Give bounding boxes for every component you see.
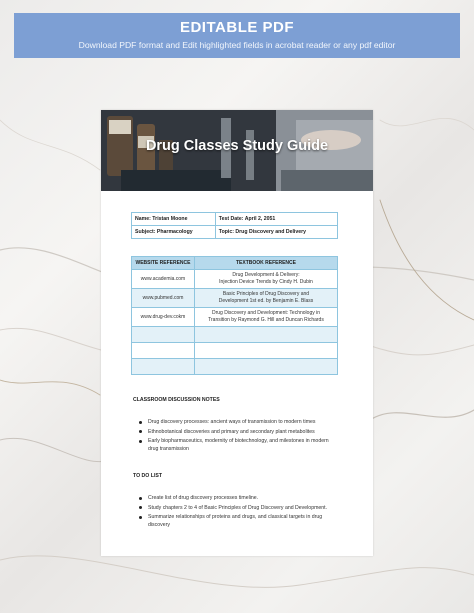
bullet-icon xyxy=(139,516,142,519)
classroom-notes-heading: CLASSROOM DISCUSSION NOTES xyxy=(133,397,220,403)
textbook-cell[interactable] xyxy=(195,270,338,289)
note-text: Drug discovery processes: ancient ways of transmission to modern times xyxy=(148,419,316,425)
website-cell[interactable]: www.academia.com xyxy=(132,270,195,289)
textbook-line: Development 1st ed. by Benjamin E. Blass xyxy=(218,298,314,304)
name-field[interactable]: Name: Tristan Moone xyxy=(132,213,216,226)
topic-field[interactable]: Topic: Drug Discovery and Delivery xyxy=(215,226,337,239)
info-table xyxy=(131,212,338,239)
reference-table xyxy=(131,256,338,375)
list-item[interactable] xyxy=(139,504,339,512)
classroom-notes-list xyxy=(139,418,339,455)
note-text: Ethnobotanical discoveries and primary and secondary plant metabolites xyxy=(148,428,315,435)
todo-text: Study chapters 2 to 4 of Basic Principles of Drug Discovery and Development. xyxy=(148,504,328,511)
textbook-cell[interactable] xyxy=(195,289,338,308)
banner-subtitle: Download PDF format and Edit highlighted fields in acrobat reader or any pdf editor xyxy=(78,40,396,50)
bullet-icon xyxy=(139,506,142,509)
website-reference-header: WEBSITE REFERENCE xyxy=(132,257,195,270)
bullet-icon xyxy=(139,440,142,443)
todo-text: Create list of drug discovery processes timeline. xyxy=(148,495,259,501)
website-cell[interactable]: www.drug-dev.cokm xyxy=(132,308,195,327)
textbook-line: Injection Device Trends by Cindy H. Dubin xyxy=(219,279,313,285)
note-text: Early biopharmaceutics, modernity of biotechnology, and milestones in modern drug transmission xyxy=(148,438,329,453)
hero-image xyxy=(101,110,373,191)
todo-text: Summarize relationships of proteins and drugs, and classical targets in drug discovery xyxy=(148,514,323,529)
list-item[interactable] xyxy=(139,494,339,502)
textbook-line: Basic Principles of Drug Discovery and xyxy=(222,291,310,297)
list-item[interactable] xyxy=(139,513,339,529)
website-cell-empty[interactable] xyxy=(132,343,195,359)
list-item[interactable] xyxy=(139,418,339,426)
website-cell-empty[interactable] xyxy=(132,359,195,375)
textbook-line: Drug Development & Delivery: xyxy=(232,272,300,278)
textbook-line: Transition by Raymond G. Hill and Duncan Richards xyxy=(208,317,324,323)
todo-heading: TO DO LIST xyxy=(133,473,163,479)
banner-title: EDITABLE PDF xyxy=(179,19,295,36)
document-page xyxy=(101,110,373,556)
textbook-cell-empty[interactable] xyxy=(195,343,338,359)
bullet-icon xyxy=(139,421,142,424)
todo-list xyxy=(139,494,339,531)
bullet-icon xyxy=(139,430,142,433)
document-title: Drug Classes Study Guide xyxy=(145,138,329,154)
textbook-reference-header: TEXTBOOK REFERENCE xyxy=(195,257,338,270)
subject-field[interactable]: Subject: Pharmacology xyxy=(132,226,216,239)
list-item[interactable] xyxy=(139,437,339,453)
bullet-icon xyxy=(139,497,142,500)
website-cell[interactable]: www.pubmed.com xyxy=(132,289,195,308)
editable-pdf-banner xyxy=(14,13,460,58)
textbook-cell-empty[interactable] xyxy=(195,359,338,375)
textbook-cell[interactable] xyxy=(195,308,338,327)
textbook-cell-empty[interactable] xyxy=(195,327,338,343)
textbook-line: Drug Discovery and Development: Technology in xyxy=(211,310,321,316)
website-cell-empty[interactable] xyxy=(132,327,195,343)
list-item[interactable] xyxy=(139,428,339,436)
test-date-field[interactable]: Test Date: April 2, 2051 xyxy=(215,213,337,226)
